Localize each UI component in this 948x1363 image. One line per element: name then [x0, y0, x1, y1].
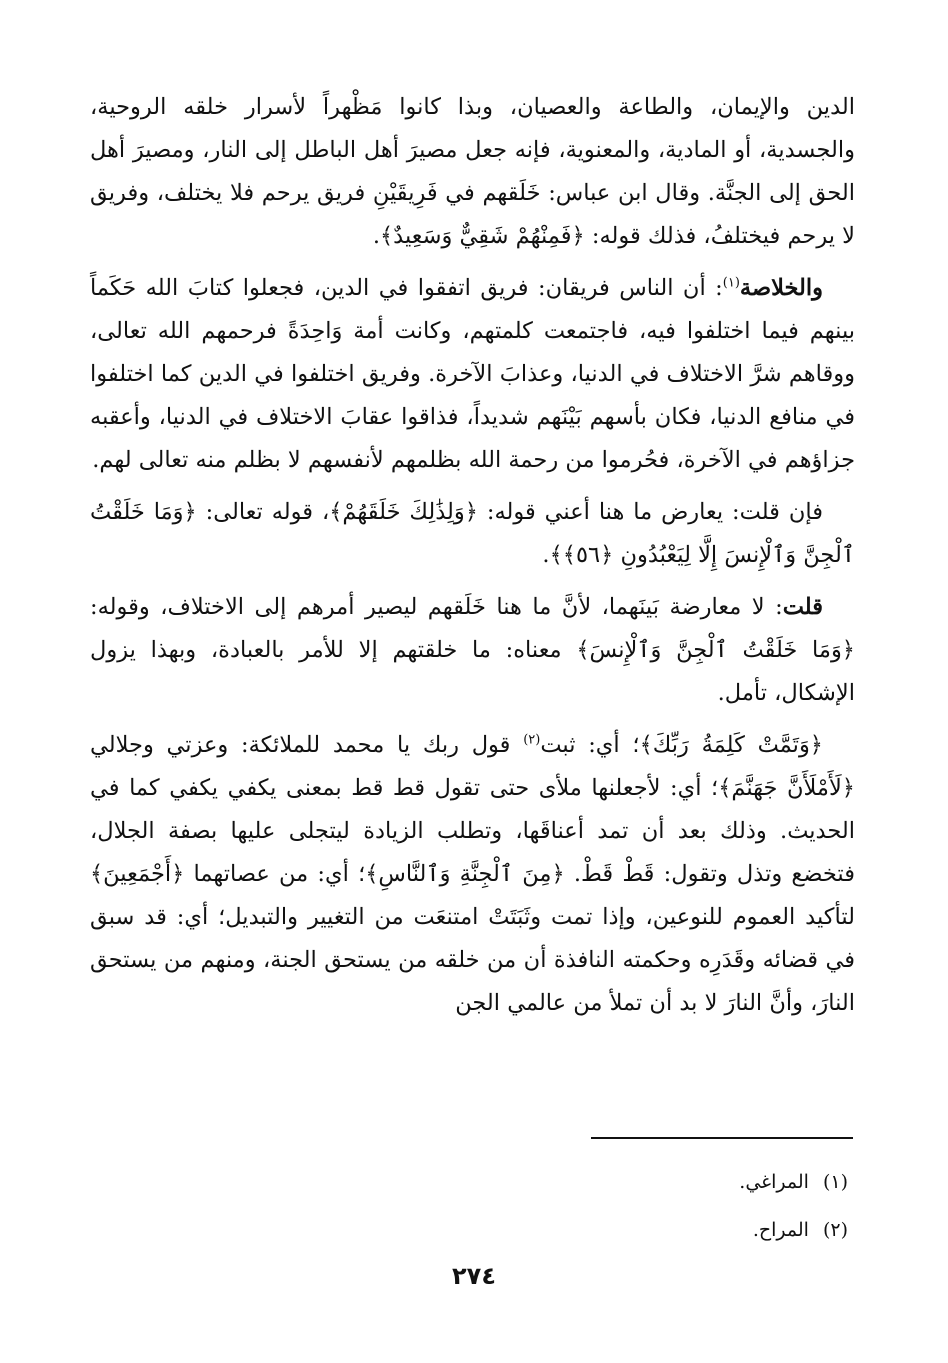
footnote-number: (٢) [822, 1219, 848, 1241]
footnote-item [348, 1158, 848, 1206]
footnote-ref: (٢) [523, 732, 541, 748]
paragraph-text: ؛ أي: ثبت [540, 732, 640, 758]
paragraph-text: : لا معارضة بَينَهما، لأنَّ ما هنا خَلَقهم ليصير أمرهم إلى الاختلاف، وقوله: [90, 594, 783, 620]
footnote-divider [591, 1137, 853, 1139]
paragraph-3 [90, 491, 855, 577]
quran-verse: ﴿وَمَا خَلَقْتُ ٱلْجِنَّ وَٱلْإِنسَ﴾ [576, 637, 855, 663]
paragraph-text: معناه: ما خلقتهم إلا للأمر بالعبادة، وبهذا يزول الإشكال، تأمل. [90, 637, 855, 706]
punctuation: . [542, 542, 550, 568]
paragraph-4 [90, 586, 855, 715]
page-number: ٢٧٤ [452, 1262, 496, 1290]
paragraph-2 [90, 267, 855, 482]
paragraph-text: الدين والإيمان، والطاعة والعصيان، وبذا كانوا مَظْهراً لأسرار خلقه الروحية، والجسدية، أو المادية، والمعنوية، فإنه جعل مصيرَ أهل الباطل إلى النار، ومصيرَ أهل الحق إلى الجنَّة. وقال ابن عباس: خَلَقهم في فَرِيقَيْنِ فريق يرحم فلا يختلف، وفريق لا يرحم فيختلفُ، فذلك قوله: [90, 94, 855, 249]
footnotes [348, 1158, 848, 1254]
paragraph-5 [90, 724, 855, 1025]
paragraph-text: لتأكيد العموم للنوعين، وإذا تمت وثَبَتَتْ امتنعَت من التغيير والتبديل؛ أي: قد سبق في قضائه وقَدَرِه وحكمته النافذة أن من خلقه من يستحق الجنة، ومنهم من يستحق النارَ، وأنَّ النارَ لا بد أن تملأ من عالمي الجن [90, 904, 855, 1016]
footnote-ref: (١) [722, 275, 740, 291]
paragraph-text: : أن الناس فريقان: فريق اتفقوا في الدين، فجعلوا كتابَ الله حَكَماً بينهم فيما اختلفوا فيه، فاجتمعت كلمتهم، وكانت أمة وَاحِدَةً فرحمهم الله تعالى، ووقاهم شرَّ الاختلاف في الدنيا، وعذابَ الآخرة. وفريق اختلفوا في الدين كما اختلفوا في منافع الدنيا، فكان بأسهم بَيْنَهم شديداً، فذاقوا عقابَ الاختلاف في الدنيا، وأعقبه جزاؤهم في الآخرة، فحُرموا من رحمة الله بظلمهم لأنفسهم لا بظلم منه تعالى لهم. [90, 275, 855, 473]
paragraph-1 [90, 86, 855, 258]
quran-verse: ﴿وَلِذَٰلِكَ خَلَقَهُمْ﴾ [329, 499, 478, 525]
main-text [90, 86, 855, 1034]
lead-word: والخلاصة [739, 275, 823, 301]
footnote-text: المراغي. [739, 1171, 809, 1193]
quran-verse: ﴿وَتَمَّتْ كَلِمَةُ رَبِّكَ﴾ [639, 732, 823, 758]
punctuation: . [372, 223, 380, 249]
footnote-text: المراح. [752, 1219, 809, 1241]
quran-verse: ﴿فَمِنْهُمْ شَقِيٌّ وَسَعِيدٌ﴾ [379, 223, 585, 249]
paragraph-text: ؛ أي: لأجعلنها ملأى حتى تقول قط قط بمعنى يكفي يكفي كما في الحديث. وذلك بعد أن تمد أعناقَها، وتطلب الزيادة ليتجلى عليها بصفة الجلال، فتخضع وتذل وتقول: قَطْ قَطْ. [90, 775, 855, 887]
quran-verse: ﴿لَأَمْلَأَنَّ جَهَنَّمَ﴾ [718, 775, 855, 801]
paragraph-text: ، قوله تعالى: [196, 499, 330, 525]
quran-verse: ﴿مِنَ ٱلْجِنَّةِ وَٱلنَّاسِ﴾ [365, 861, 565, 887]
paragraph-text: ؛ أي: من عصاتهما [184, 861, 366, 887]
lead-word: قلت [782, 594, 823, 620]
footnote-number: (١) [822, 1171, 848, 1193]
paragraph-text: فإن قلت: يعارض ما هنا أعني قوله: [477, 499, 823, 525]
footnote-item [348, 1206, 848, 1254]
paragraph-text: قول ربك يا محمد للملائكة: وعزتي وجلالي [90, 732, 524, 758]
quran-verse: ﴿أَجْمَعِينَ﴾ [90, 861, 185, 887]
quran-verse: ﴿وَمَا خَلَقْتُ ٱلْجِنَّ وَٱلْإِنسَ إِلَّا لِيَعْبُدُونِ ﴿٥٦﴾﴾ [90, 499, 855, 568]
